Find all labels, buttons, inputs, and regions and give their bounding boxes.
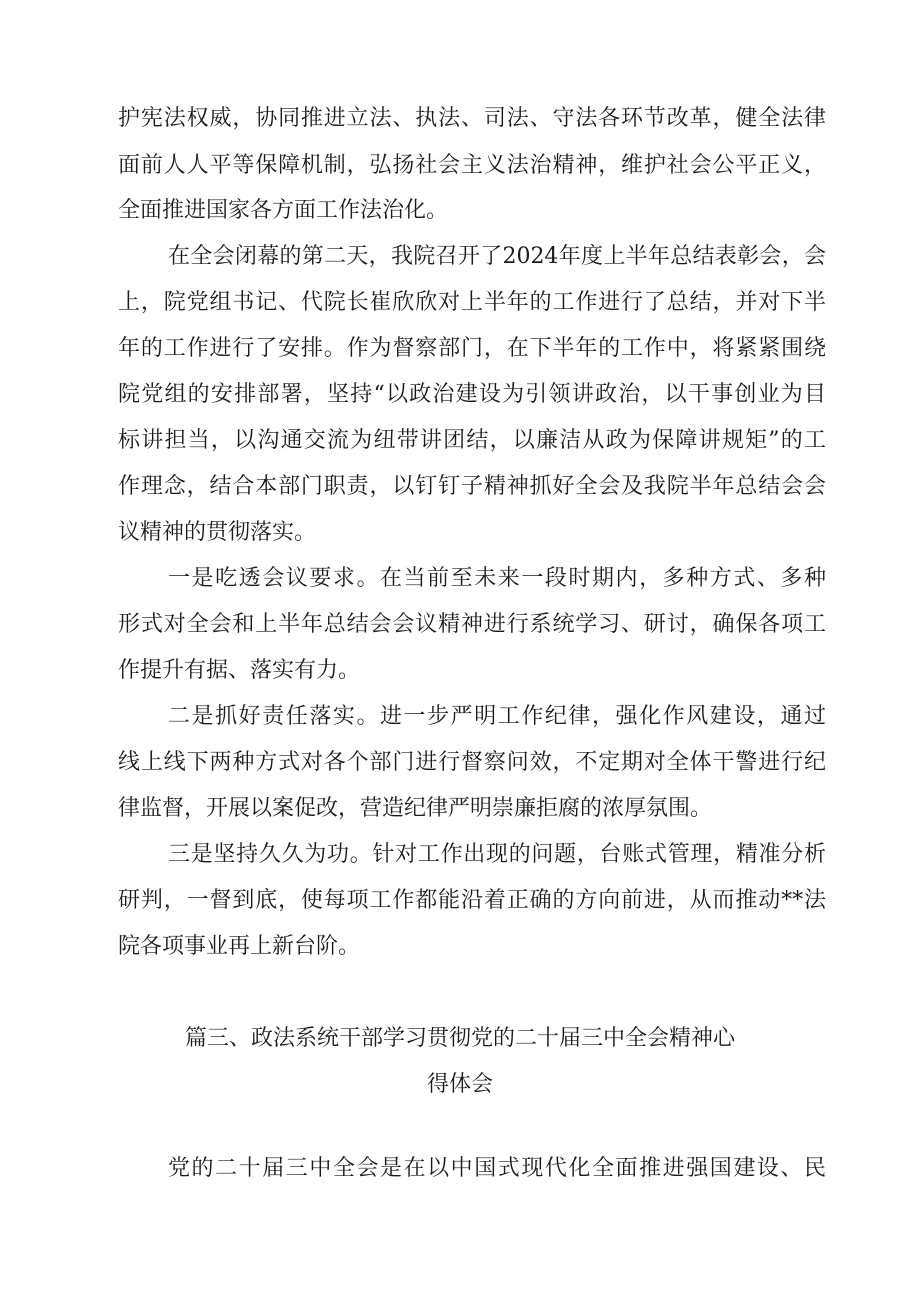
paragraph-line: 标讲担当，以沟通交流为纽带讲团结，以廉洁从政为保障讲规矩”的工 (118, 428, 826, 453)
paragraph-line: 二是抓好责任落实。进一步严明工作纪律，强化作风建设，通过 (168, 704, 826, 729)
paragraph-line: 三是坚持久久为功。针对工作出现的问题，台账式管理，精准分析 (168, 842, 826, 867)
paragraph-line: 护宪法权威，协同推进立法、执法、司法、守法各环节改革，健全法律 (118, 106, 826, 131)
paragraph-line: 线上线下两种方式对各个部门进行督察问效，不定期对全体干警进行纪 (118, 750, 826, 775)
paragraph-line: 年的工作进行了安排。作为督察部门，在下半年的工作中，将紧紧围绕 (118, 336, 826, 361)
paragraph-line: 律监督，开展以案促改，营造纪律严明崇廉拒腐的浓厚氛围。 (118, 796, 713, 821)
paragraph-line: 作理念，结合本部门职责，以钉钉子精神抓好全会及我院半年总结会会 (118, 474, 826, 499)
paragraph-line: 作提升有据、落实有力。 (118, 658, 361, 683)
paragraph-line: 形式对全会和上半年总结会会议精神进行系统学习、研讨，确保各项工 (118, 612, 826, 637)
paragraph-line: 一是吃透会议要求。在当前至未来一段时期内，多种方式、多种 (168, 566, 826, 591)
paragraph-line: 院各项事业再上新台阶。 (118, 934, 361, 959)
paragraph-line: 上，院党组书记、代院长崔欣欣对上半年的工作进行了总结，并对下半 (118, 290, 826, 315)
paragraph-line: 党的二十届三中全会是在以中国式现代化全面推进强国建设、民 (168, 1156, 826, 1181)
paragraph-line: 面前人人平等保障机制，弘扬社会主义法治精神，维护社会公平正义， (118, 153, 826, 178)
paragraph-line: 研判，一督到底，使每项工作都能沿着正确的方向前进，从而推动**法 (118, 888, 826, 913)
paragraph-line: 院党组的安排部署，坚持“以政治建设为引领讲政治，以干事创业为目 (118, 382, 826, 407)
paragraph-line: 在全会闭幕的第二天，我院召开了2024年度上半年总结表彰会，会 (168, 244, 826, 269)
section-heading: 篇三、政法系统干部学习贯彻党的二十届三中全会精神心 (184, 1026, 735, 1051)
paragraph-line: 议精神的贯彻落实。 (118, 520, 317, 545)
paragraph-line: 全面推进国家各方面工作法治化。 (118, 198, 449, 223)
section-heading-continued: 得体会 (426, 1072, 493, 1097)
